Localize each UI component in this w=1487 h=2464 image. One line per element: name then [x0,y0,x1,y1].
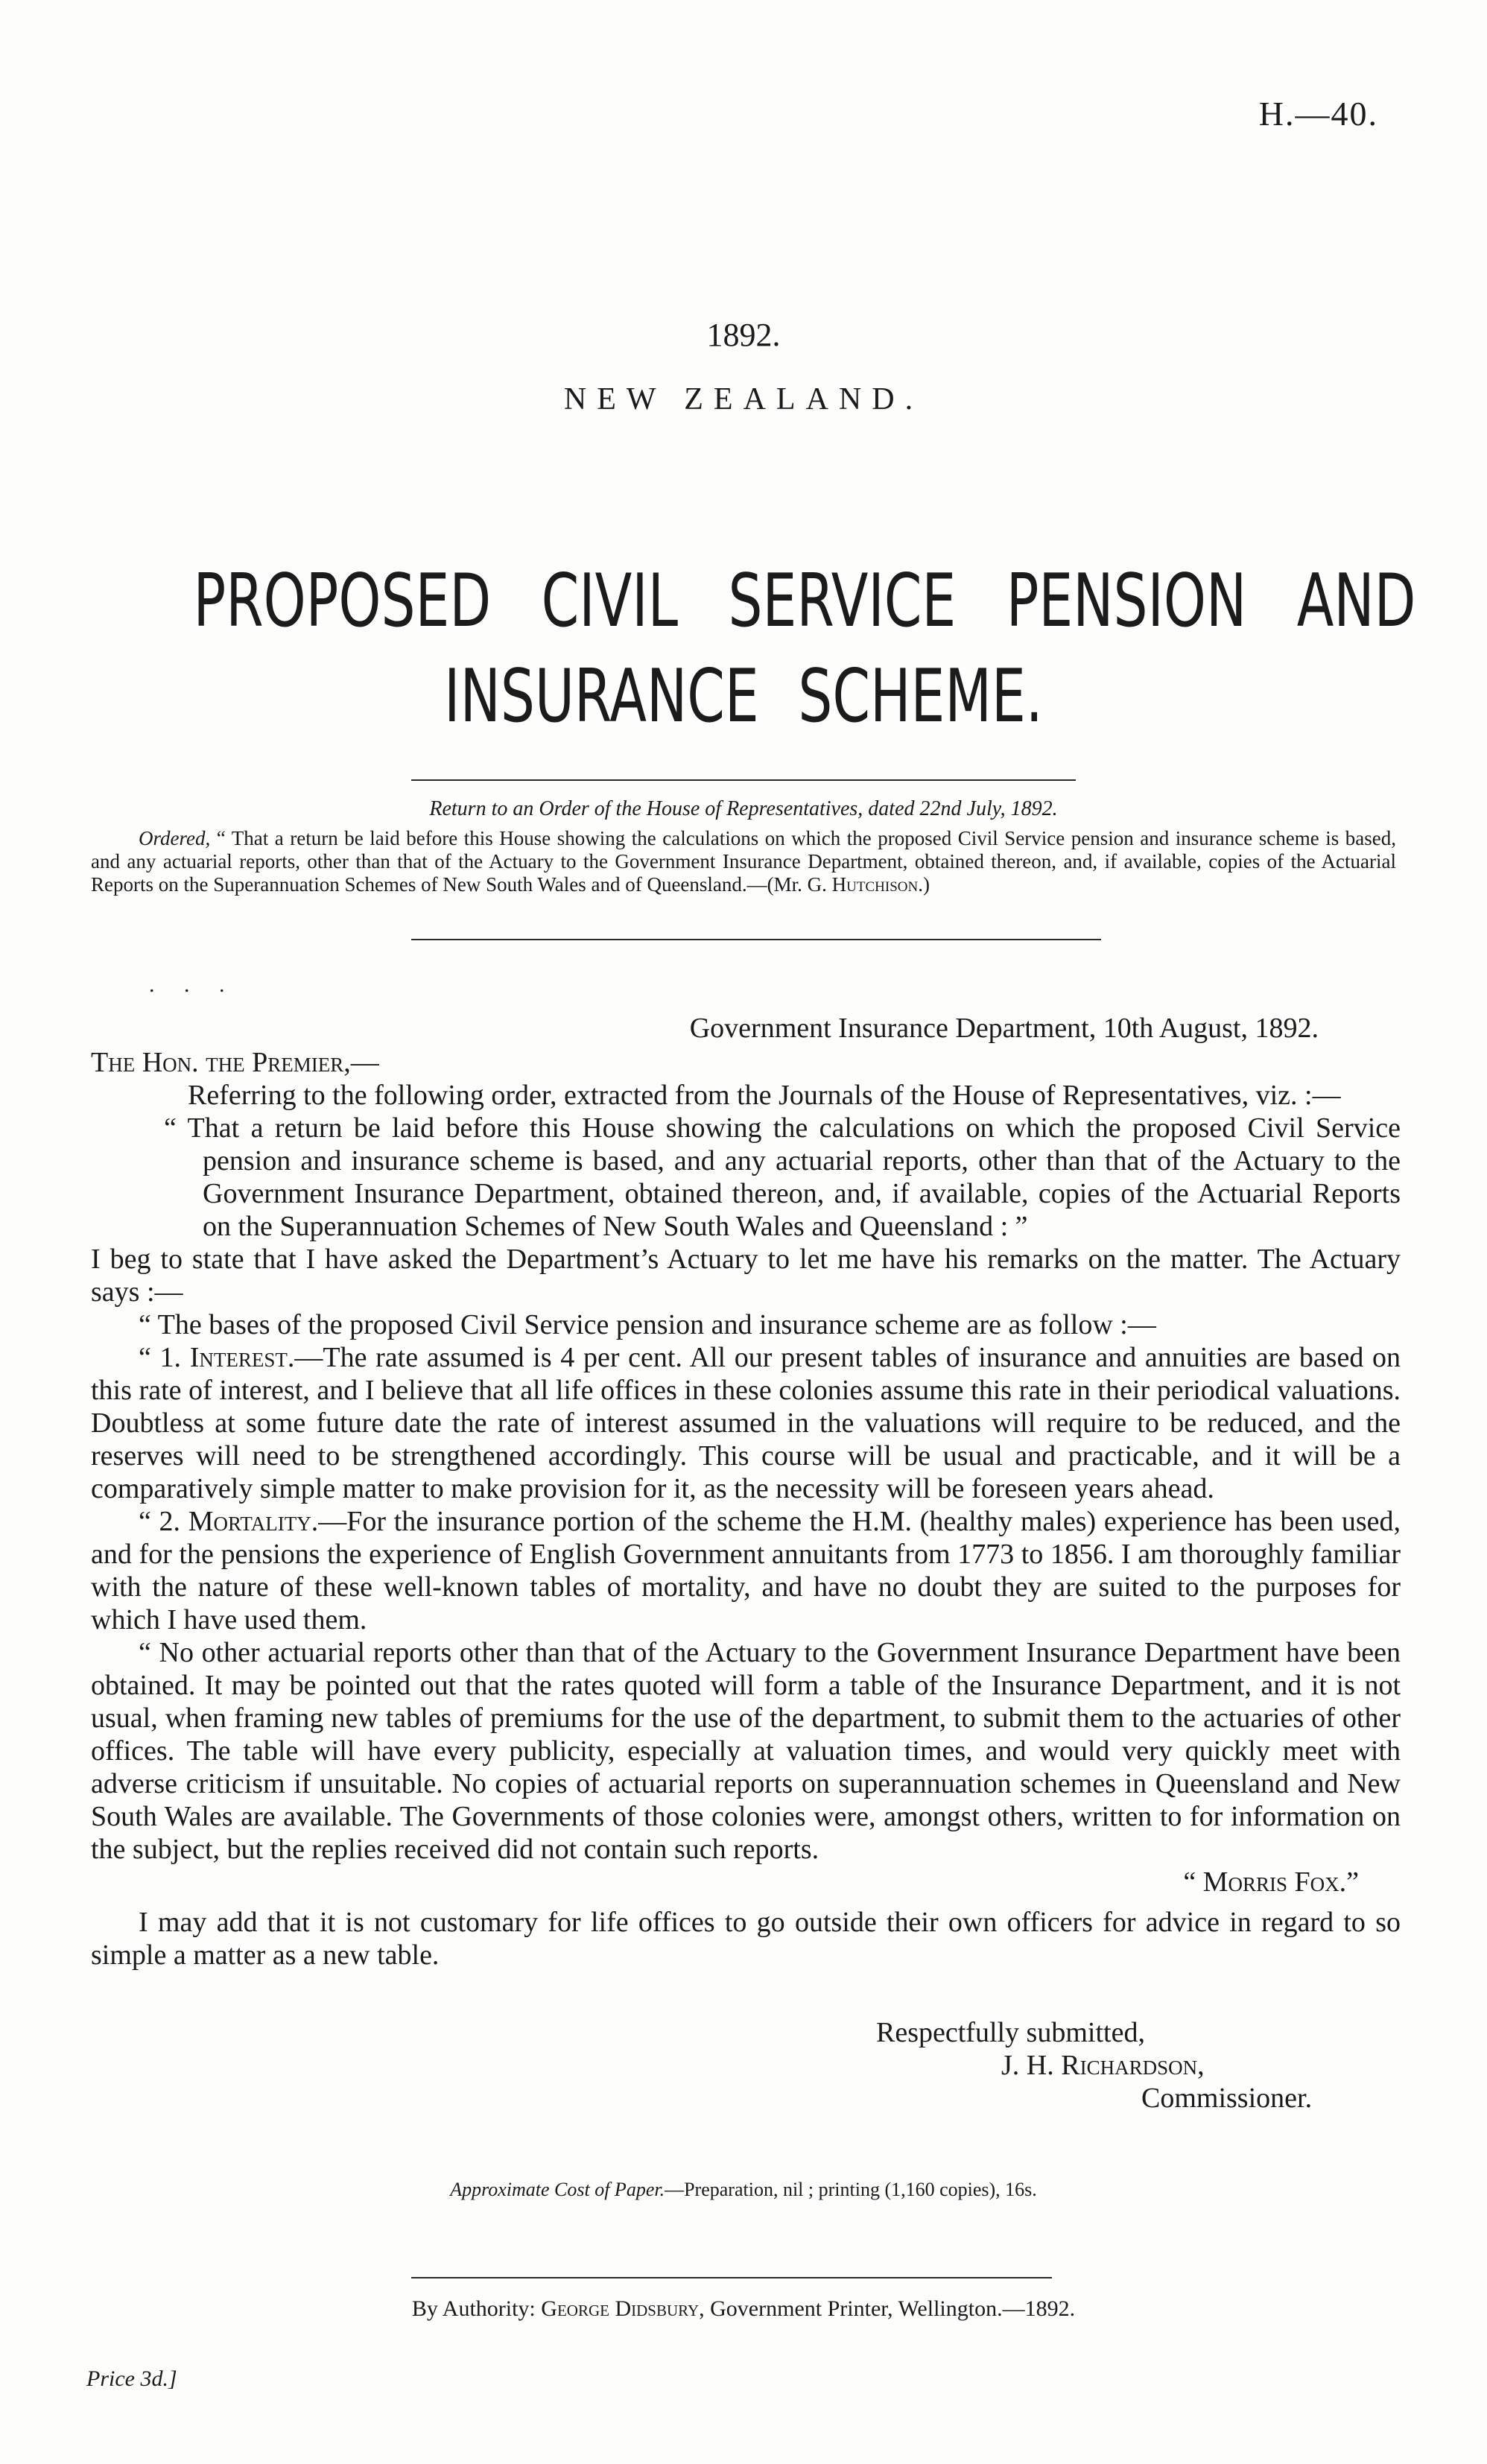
mortality-paragraph [91,1505,1401,1636]
authority-suffix: , Government Printer, Wellington.—1892. [699,2296,1076,2321]
publication-year: 1892. [706,317,781,353]
document-title-line-2: INSURANCE SCHEME. [444,654,1043,739]
mortality-text: .—For the insurance portion of the scheme the H.M. (healthy males) experience has been used, and for the pensions the experience of English Government annuitants from 1773 to 1856. I am thoroughly familiar with the nature of these well-known tables of mortality, and have no doubt they are suited to the purposes for which I have used them. [91,1506,1401,1635]
return-order-line: Return to an Order of the House of Representatives, dated 22nd July, 1892. [429,797,1058,820]
letter-body [91,1079,1401,1971]
quoted-order: “ That a return be laid before this House showing the calculations on which the proposed Civil Service pension and insurance scheme is based, and any actuarial reports, other than that of the Actuary to the Government Insurance Department, obtained thereon, and, if available, copies of the Actuarial Reports on the Superannuation Schemes of New South Wales and Queensland : ” [164,1112,1401,1242]
interest-paragraph [91,1341,1401,1505]
signatory-title: Commissioner. [1141,2083,1313,2114]
divider-top [411,779,1076,781]
bases-paragraph: “ The bases of the proposed Civil Service pension and insurance scheme are as follow :— [139,1309,1156,1340]
divider-bottom [411,939,1101,940]
country-heading: NEW ZEALAND. [563,382,924,417]
cost-of-paper [0,2179,1487,2201]
document-title-line-1: PROPOSED CIVIL SERVICE PENSION AND [193,559,1416,644]
printer-name: George Didsbury [541,2296,700,2321]
interest-number: “ 1. [139,1342,190,1373]
letter-dateline: Government Insurance Department, 10th August, 1892. [689,1013,1319,1044]
ordered-member-initial: G. [807,873,832,896]
closing-paragraph: I may add that it is not customary for life offices to go outside their own officers for advice in regard to so simple a matter as a new table. [91,1907,1401,1971]
ordered-end: .) [918,873,930,896]
no-other-reports-paragraph: “ No other actuarial reports other than that of the Actuary to the Government Insurance Department have been obtained. It may be pointed out that the rates quoted will form a table of the Insurance Department, and it is not usual, when framing new tables of premiums for the use of the department, to submit them to the actuaries of other offices. The table will have every publicity, especially at valuation times, and would very quickly meet with adverse criticism if unsuitable. No copies of actuarial reports on superannuation schemes in Queensland and New South Wales are available. The Governments of those colonies were, amongst others, written to for information on the subject, but the replies received did not contain such reports. [91,1637,1401,1865]
ordered-paragraph [91,827,1396,896]
authority-prefix: By Authority: [411,2296,542,2321]
respectfully-submitted: Respectfully submitted, [876,2017,1145,2048]
mortality-number: “ 2. [139,1506,188,1537]
paper-reference: H.—40. [1258,95,1378,133]
letter-salutation: The Hon. the Premier,— [91,1047,379,1078]
cost-label: Approximate Cost of Paper. [450,2179,665,2200]
mortality-heading: Mortality [188,1506,311,1537]
signatory-name: J. H. Richardson, [1001,2050,1205,2081]
letter-intro: Referring to the following order, extracted from the Journals of the House of Representatives, viz. :— [188,1080,1341,1111]
actuary-signature: “ Morris Fox.” [1183,1866,1359,1898]
footer-divider [411,2277,1052,2278]
interest-text: .—The rate assumed is 4 per cent. All our present tables of insurance and annuities are based on this rate of interest, and I believe that all life offices in these colonies assume this rate in their periodical valuations. Doubtless at some future date the rate of interest assumed in the valuations will require to be reduced, and the reserves will need to be strengthened accordingly. This course will be usual and practicable, and it will be a comparatively simple matter to make provision for it, as the necessity will be foreseen years ahead. [91,1342,1401,1504]
cost-text: —Preparation, nil ; printing (1,160 copies), 16s. [665,2179,1037,2200]
ordered-member-name: Hutchison [831,873,919,896]
beg-to-state: I beg to state that I have asked the Department’s Actuary to let me have his remarks on the matter. The Actuary says :— [91,1244,1401,1308]
ordered-label: Ordered, [139,827,211,849]
ornament-dots: . . . [149,972,237,997]
ordered-text: “ That a return be laid before this House showing the calculations on which the proposed Civil Service pension and insurance scheme is based, and any actuarial reports, other than that of the Actuary to the Government Insurance Department, obtained thereon, and, if available, copies of the Actuarial Reports on the Superannuation Schemes of New South Wales and of Queensland.—(Mr. [91,827,1396,896]
interest-heading: Interest [189,1342,288,1373]
price: Price 3d.] [86,2366,177,2391]
printer-line [0,2296,1487,2322]
